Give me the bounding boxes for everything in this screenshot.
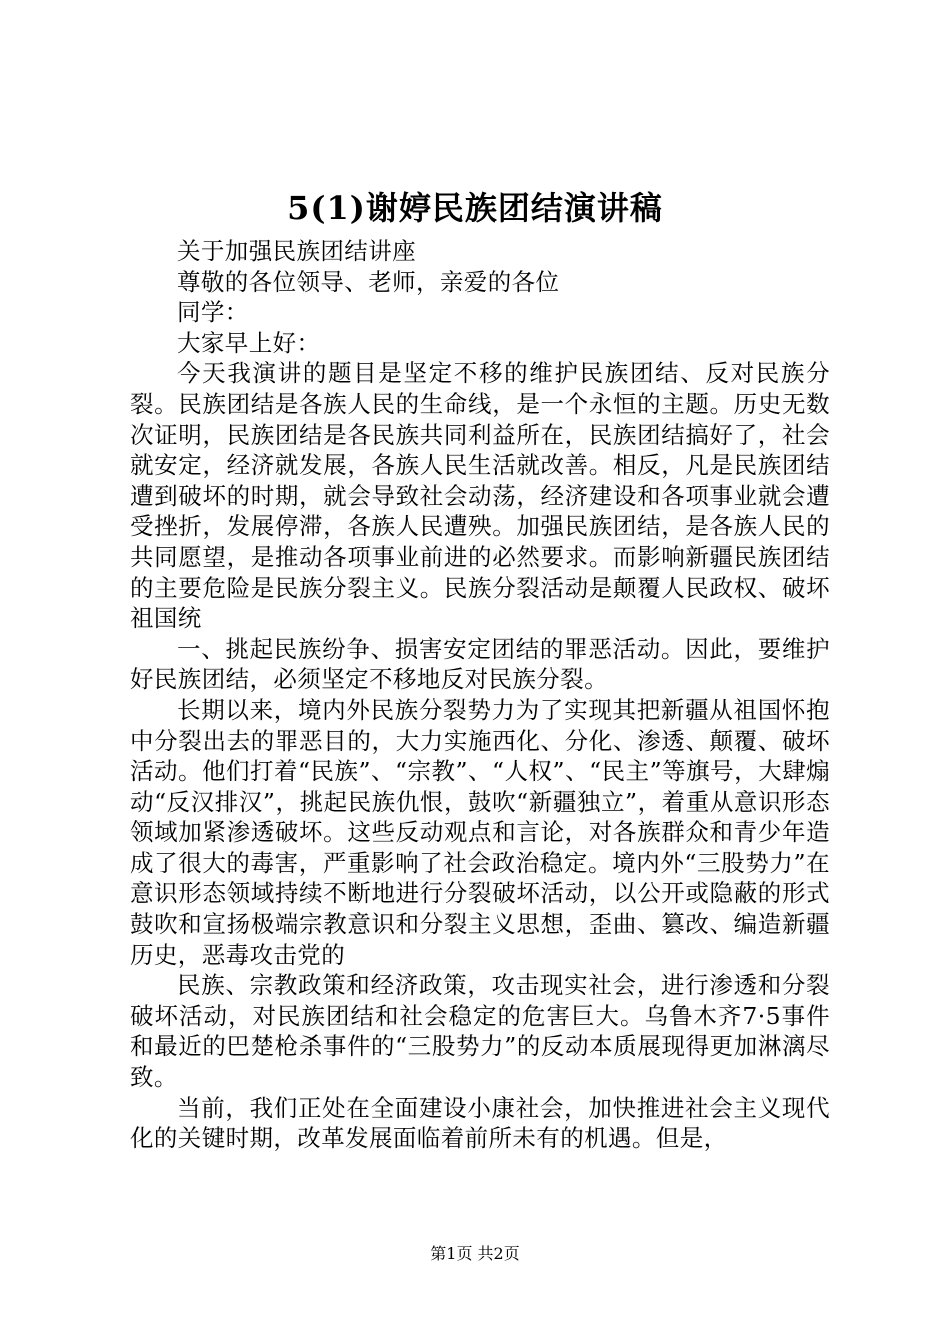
paragraph-salutation: 尊敬的各位领导、老师，亲爱的各位 bbox=[177, 267, 560, 296]
paragraph-salutation-cont: 同学： bbox=[177, 298, 249, 327]
paragraph-body: 今天我演讲的题目是坚定不移的维护民族团结、反对民族分裂。民族团结是各族人民的生命线，是一个永恒的主题。历史无数次证明，民族团结是各民族共同利益所在，民族团结搞好了，社会就安定，经济就发展，各族人民生活就改善。相反，凡是民族团结遭到破坏的时期，就会导致社会动荡，经济建设和各项事业就会遭受挫折，发展停滞，各族人民遭殃。加强民族团结，是各族人民的共同愿望，是推动各项事业前进的必然要求。而影响新疆民族团结的主要危险是民族分裂主义。民族分裂活动是颠覆人民政权、破坏祖国统 bbox=[130, 359, 830, 633]
paragraph-body: 一、挑起民族纷争、损害安定团结的罪恶活动。因此，要维护好民族团结，必须坚定不移地反对民族分裂。 bbox=[130, 634, 830, 694]
paragraph-body: 民族、宗教政策和经济政策，攻击现实社会，进行渗透和分裂破坏活动，对民族团结和社会稳定的危害巨大。乌鲁木齐7·5事件和最近的巴楚枪杀事件的“三股势力”的反动本质展现得更加淋漓尽致。 bbox=[130, 971, 830, 1092]
paragraph-body: 当前，我们正处在全面建设小康社会，加快推进社会主义现代化的关键时期，改革发展面临着前所未有的机遇。但是， bbox=[130, 1093, 830, 1153]
page-footer: 第1页 共2页 bbox=[430, 1244, 520, 1263]
document-body bbox=[130, 236, 830, 1154]
paragraph-body: 长期以来，境内外民族分裂势力为了实现其把新疆从祖国怀抱中分裂出去的罪恶目的，大力实施西化、分化、渗透、颠覆、破坏活动。他们打着“民族”、“宗教”、“人权”、“民主”等旗号，大肆煽动“反汉排汉”，挑起民族仇恨，鼓吹“新疆独立”，着重从意识形态领域加紧渗透破坏。这些反动观点和言论，对各族群众和青少年造成了很大的毒害，严重影响了社会政治稳定。境内外“三股势力”在意识形态领域持续不断地进行分裂破坏活动，以公开或隐蔽的形式鼓吹和宣扬极端宗教意识和分裂主义思想，歪曲、篡改、编造新疆历史，恶毒攻击党的 bbox=[130, 695, 830, 969]
document-title: 5(1)谢婷民族团结演讲稿 bbox=[287, 189, 663, 227]
paragraph-lecture-title: 关于加强民族团结讲座 bbox=[177, 237, 416, 265]
paragraph-greeting: 大家早上好： bbox=[177, 328, 321, 357]
